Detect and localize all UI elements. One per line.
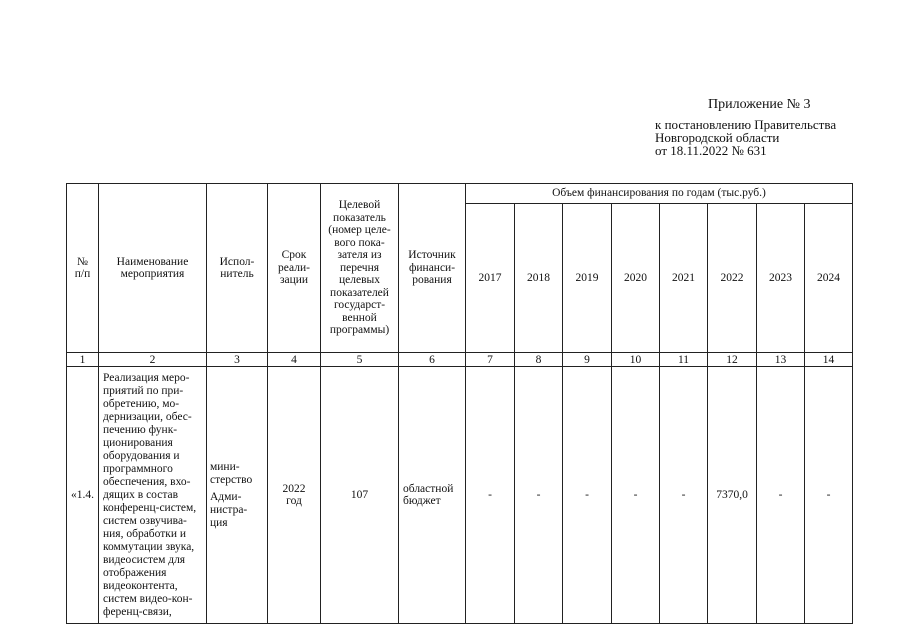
column-number: 5: [321, 353, 399, 367]
funding-table: [66, 183, 853, 624]
column-number: 4: [268, 353, 321, 367]
row-value: 7370,0: [708, 367, 757, 624]
row-source: областной бюджет: [399, 367, 466, 624]
row-term: 2022 год: [268, 367, 321, 624]
column-number: 9: [563, 353, 612, 367]
header-name: Наименование мероприятия: [99, 184, 207, 353]
row-executor-administration: Адми- нистра- ция: [210, 490, 248, 529]
header-year: 2019: [563, 204, 612, 353]
appendix-title: Приложение № 3: [708, 97, 811, 112]
column-number: 12: [708, 353, 757, 367]
header-year: 2023: [757, 204, 805, 353]
row-value: -: [515, 367, 563, 624]
header-funding: Объем финансирования по годам (тыс.руб.): [466, 184, 853, 204]
appendix-line-resolution: к постановлению Правительства: [655, 117, 837, 132]
header-executor: Испол- нитель: [207, 184, 268, 353]
row-value: -: [563, 367, 612, 624]
header-year: 2024: [805, 204, 853, 353]
column-number: 7: [466, 353, 515, 367]
column-number: 13: [757, 353, 805, 367]
header-target: Целевой показатель (номер целе- вого пока- зателя из перечня целевых показателей государст- венной программы): [321, 184, 399, 353]
header-year: 2022: [708, 204, 757, 353]
column-number: 1: [67, 353, 99, 367]
column-number: 6: [399, 353, 466, 367]
row-value: -: [757, 367, 805, 624]
header-year: 2021: [660, 204, 708, 353]
header-num: № п/п: [67, 184, 99, 353]
header-year: 2018: [515, 204, 563, 353]
row-value: -: [805, 367, 853, 624]
row-executor: [207, 367, 268, 624]
column-number: 14: [805, 353, 853, 367]
column-number: 3: [207, 353, 268, 367]
row-value: -: [466, 367, 515, 624]
row-executor-ministry: мини- стерство: [210, 460, 253, 486]
column-number: 8: [515, 353, 563, 367]
row-name: Реализация меро- приятий по при- обретению, мо- дернизации, обес- печению функ- ционирования оборудования и программного обеспечения, вхо- дящих в состав конференц-систем, систем озвучива- ния, обработки и коммутации звука, видеосистем для отображения видеоконтента, систем видео-кон- ференц-связи,: [99, 367, 207, 624]
column-number: 11: [660, 353, 708, 367]
header-source: Источник финанси- рования: [399, 184, 466, 353]
row-value: -: [612, 367, 660, 624]
appendix-line-region: Новгородской области: [655, 130, 780, 145]
row-value: -: [660, 367, 708, 624]
header-year: 2020: [612, 204, 660, 353]
row-num: «1.4.: [67, 367, 99, 624]
column-number: 2: [99, 353, 207, 367]
appendix-line-date: от 18.11.2022 № 631: [655, 143, 767, 158]
header-year: 2017: [466, 204, 515, 353]
row-target: 107: [321, 367, 399, 624]
column-number: 10: [612, 353, 660, 367]
header-term: Срок реали- зации: [268, 184, 321, 353]
table-row: [67, 367, 853, 624]
